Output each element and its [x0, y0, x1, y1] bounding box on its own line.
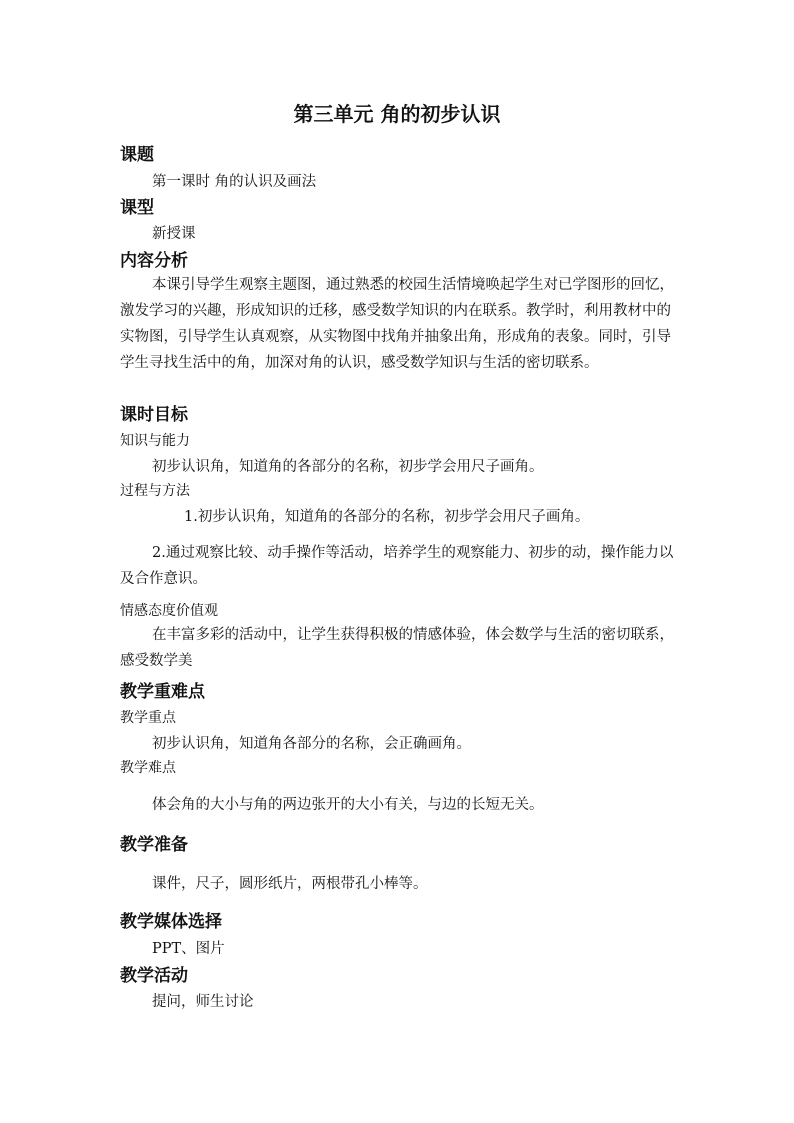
teaching-activity-text: 提问，师生讨论 — [152, 994, 254, 1010]
knowledge-ability-text: 初步认识角，知道角的各部分的名称，初步学会用尺子画角。 — [152, 459, 544, 475]
heading-teaching-activity: 教学活动 — [120, 966, 188, 986]
process-method-item-1: 1.初步认识角，知道角的各部分的名称，初步学会用尺子画角。 — [184, 509, 590, 525]
lesson-type-text: 新授课 — [152, 226, 196, 242]
heading-lesson-type: 课型 — [120, 198, 154, 218]
heading-key-difficult-points: 教学重难点 — [120, 682, 205, 702]
heading-teaching-media: 教学媒体选择 — [120, 912, 222, 932]
process-method-item-2: 2.通过观察比较、动手操作等活动，培养学生的观察能力、初步的动，操作能力以及合作意识。 — [120, 545, 674, 587]
lesson-topic-text: 第一课时 角的认识及画法 — [152, 174, 317, 190]
teaching-media-text: PPT、图片 — [152, 941, 225, 957]
label-process-method: 过程与方法 — [120, 483, 190, 499]
teaching-prep-text: 课件，尺子，圆形纸片，两根带孔小棒等。 — [152, 876, 428, 892]
label-knowledge-ability: 知识与能力 — [120, 433, 190, 449]
page-title: 第三单元 角的初步认识 — [293, 102, 501, 126]
heading-lesson-goals: 课时目标 — [120, 405, 188, 425]
heading-teaching-prep: 教学准备 — [120, 835, 188, 855]
teaching-difficulty-text: 体会角的大小与角的两边张开的大小有关，与边的长短无关。 — [152, 797, 544, 813]
heading-lesson-topic: 课题 — [120, 145, 154, 165]
label-teaching-difficulty: 教学难点 — [120, 760, 176, 776]
label-teaching-focus: 教学重点 — [120, 710, 176, 726]
teaching-focus-text: 初步认识角，知道角各部分的名称，会正确画角。 — [152, 736, 471, 752]
heading-content-analysis: 内容分析 — [120, 251, 188, 271]
emotion-values-text: 在丰富多彩的活动中，让学生获得积极的情感体验，体会数学与生活的密切联系，感受数学美 — [120, 627, 674, 669]
label-emotion-values: 情感态度价值观 — [120, 603, 218, 619]
content-analysis-paragraph: 本课引导学生观察主题图，通过熟悉的校园生活情境唤起学生对已学图形的回忆，激发学习的兴趣，形成知识的迁移，感受数学知识的内在联系。教学时，利用教材中的实物图，引导学生认真观察，从实物图中找角并抽象出角，形成角的表象。同时，引导学生寻找生活中的角，加深对角的认识，感受数学知识与生活的密切联系。 — [120, 277, 674, 371]
